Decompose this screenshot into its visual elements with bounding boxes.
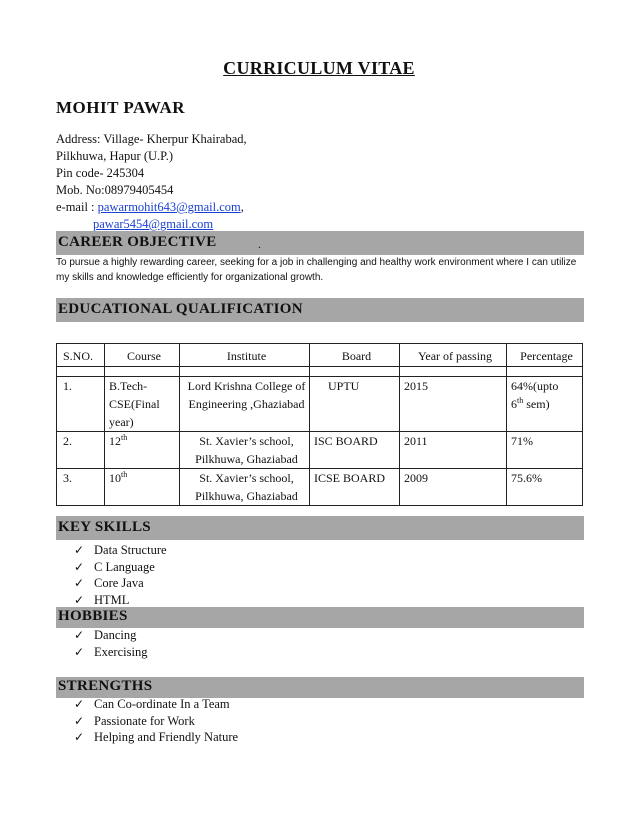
strength-text: Helping and Friendly Nature	[94, 730, 239, 744]
email-line	[56, 199, 247, 216]
address-line-2: Pilkhuwa, Hapur (U.P.)	[56, 149, 174, 163]
pin-code: Pin code- 245304	[56, 166, 145, 180]
objective-text: To pursue a highly rewarding career, seeking for a job in challenging and healthy work environment where I can utilize my skills and knowledge efficiently for organizational growth.	[56, 257, 577, 283]
key-skills-title: KEY SKILLS	[58, 519, 151, 535]
list-item	[74, 644, 147, 661]
header-year: Year of passing	[400, 344, 507, 367]
list-item	[74, 559, 167, 576]
hobbies-header	[56, 607, 584, 628]
row1-percentage	[507, 377, 583, 432]
candidate-name: MOHIT PAWAR	[56, 98, 186, 117]
mobile-number: Mob. No:08979405454	[56, 183, 174, 197]
list-item	[74, 627, 147, 644]
check-icon: ✓	[74, 543, 85, 557]
row1-institute: Lord Krishna College of Engineering ,Ghaziabad	[180, 377, 310, 432]
strengths-title: STRENGTHS	[58, 678, 153, 694]
table-spacer-row	[57, 367, 583, 377]
row2-course-num: 12	[109, 434, 121, 448]
strength-text: Can Co-ordinate In a Team	[94, 697, 230, 711]
address-line-1: Address: Village- Kherpur Khairabad,	[56, 132, 247, 146]
education-table	[56, 343, 583, 506]
email-separator: ,	[240, 200, 244, 214]
strengths-list	[74, 696, 238, 746]
key-skills-header	[56, 516, 584, 540]
career-objective-header	[56, 231, 584, 255]
hobbies-list	[74, 627, 147, 660]
check-icon: ✓	[74, 730, 85, 744]
check-icon: ✓	[74, 697, 85, 711]
row2-percentage: 71%	[507, 432, 583, 469]
document-title: CURRICULUM VITAE	[223, 58, 415, 78]
list-item	[74, 713, 238, 730]
email-link-1[interactable]: pawarmohit643@gmail.com	[97, 200, 241, 214]
email-link-2[interactable]: pawar5454@gmail.com	[93, 217, 214, 231]
email-label: e-mail :	[56, 200, 98, 214]
row3-institute: St. Xavier’s school, Pilkhuwa, Ghaziabad	[180, 469, 310, 506]
row3-course-sup: th	[121, 470, 128, 479]
row3-course-num: 10	[109, 471, 121, 485]
career-objective-dot: .	[258, 237, 262, 251]
check-icon: ✓	[74, 713, 85, 728]
row1-percentage-main: 64%(upto	[511, 379, 559, 393]
table-row	[57, 469, 583, 506]
strength-text: Passionate for Work	[94, 713, 195, 728]
row2-course	[105, 432, 180, 469]
row1-board: UPTU	[310, 377, 400, 432]
row3-year: 2009	[400, 469, 507, 506]
check-icon: ✓	[74, 576, 85, 590]
header-sno: S.NO.	[57, 344, 105, 367]
skills-list	[74, 542, 167, 608]
row3-course	[105, 469, 180, 506]
check-icon: ✓	[74, 559, 85, 574]
row3-percentage: 75.6%	[507, 469, 583, 506]
hobby-text: Dancing	[94, 628, 137, 642]
header-percentage: Percentage	[507, 344, 583, 367]
list-item	[74, 729, 238, 746]
hobbies-title: HOBBIES	[58, 608, 128, 624]
row2-institute: St. Xavier’s school, Pilkhuwa, Ghaziabad	[180, 432, 310, 469]
check-icon: ✓	[74, 644, 85, 659]
list-item	[74, 592, 167, 609]
header-board: Board	[310, 344, 400, 367]
row1-percentage-sup: th	[517, 396, 524, 405]
list-item	[74, 575, 167, 592]
list-item	[74, 542, 167, 559]
row1-percentage-pre: 6	[511, 397, 517, 411]
skill-text: HTML	[94, 592, 130, 607]
row1-percentage-post: sem)	[523, 397, 550, 411]
row3-sno: 3.	[57, 469, 105, 506]
skill-text: Data Structure	[94, 543, 167, 557]
row2-year: 2011	[400, 432, 507, 469]
row2-sno: 2.	[57, 432, 105, 469]
table-row	[57, 432, 583, 469]
row2-board: ISC BOARD	[310, 432, 400, 469]
list-item	[74, 696, 238, 713]
check-icon: ✓	[74, 592, 85, 607]
contact-block	[56, 131, 247, 233]
skill-text: Core Java	[94, 576, 144, 590]
row1-course: B.Tech-CSE(Final year)	[105, 377, 180, 432]
header-institute: Institute	[180, 344, 310, 367]
career-objective-title: CAREER OBJECTIVE	[58, 234, 217, 250]
skill-text: C Language	[94, 559, 155, 574]
row2-course-sup: th	[121, 433, 128, 442]
table-row	[57, 377, 583, 432]
hobby-text: Exercising	[94, 644, 148, 659]
table-header-row	[57, 344, 583, 367]
header-course: Course	[105, 344, 180, 367]
education-title: EDUCATIONAL QUALIFICATION	[58, 301, 303, 317]
row3-board: ICSE BOARD	[310, 469, 400, 506]
strengths-header	[56, 677, 584, 698]
row1-sno: 1.	[57, 377, 105, 432]
row1-year: 2015	[400, 377, 507, 432]
check-icon: ✓	[74, 628, 85, 642]
education-header	[56, 298, 584, 322]
